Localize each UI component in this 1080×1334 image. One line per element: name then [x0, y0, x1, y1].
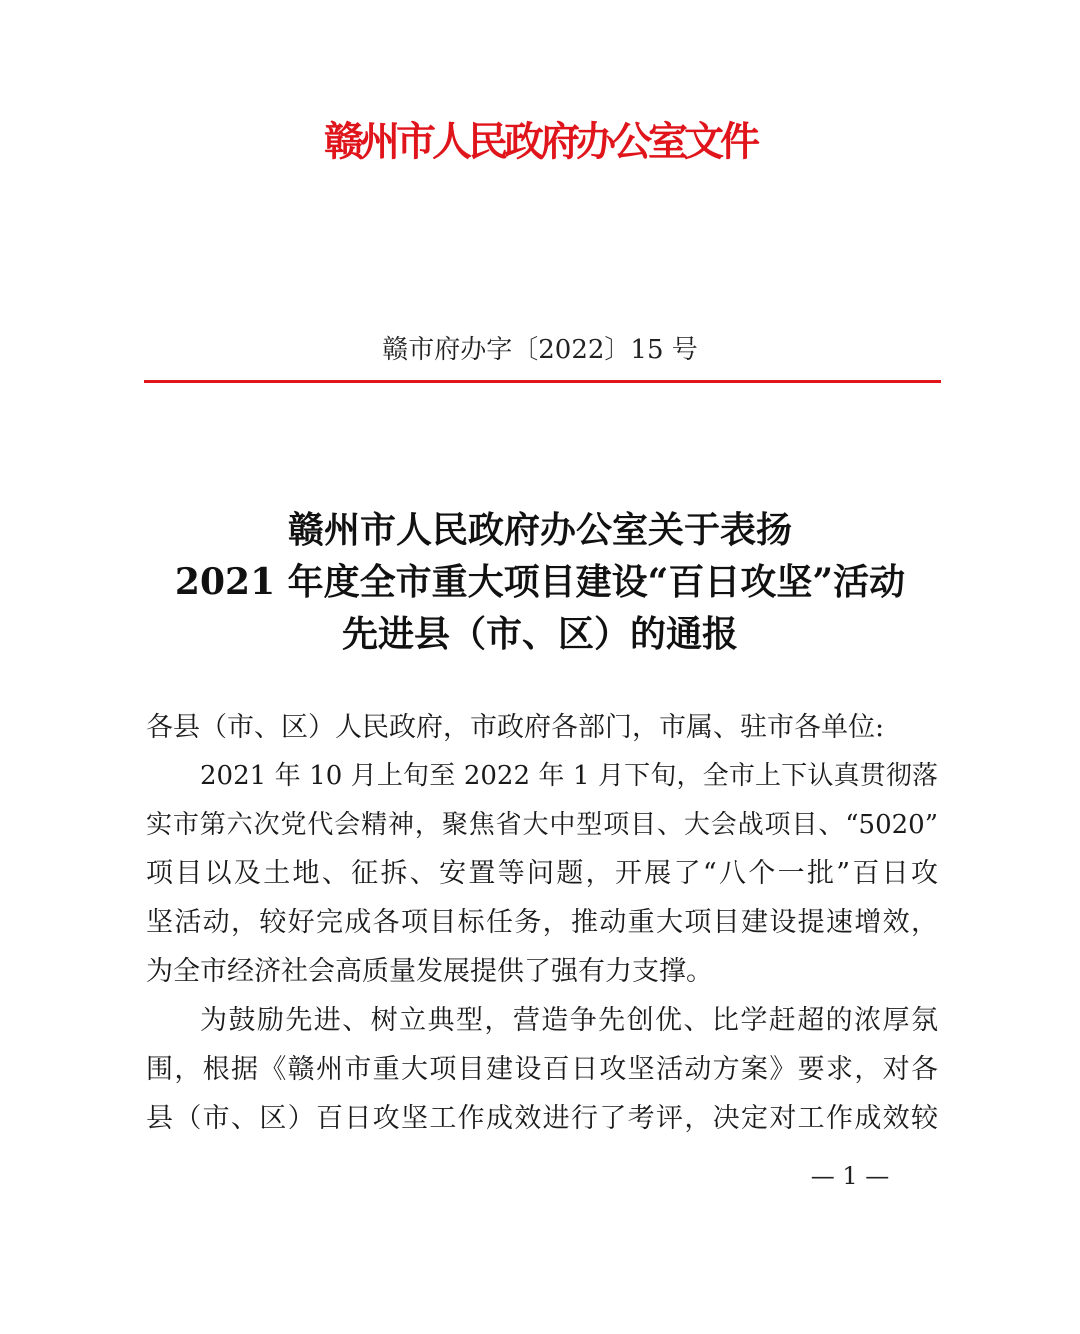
document-number: 赣市府办字〔2022〕15 号	[382, 335, 698, 365]
notice-title	[0, 504, 1080, 660]
notice-title-line: 赣州市人民政府办公室关于表扬	[287, 509, 792, 551]
paragraph1-line: 2021 年 10 月上旬至 2022 年 1 月下旬，全市上下认真贯彻落	[200, 761, 938, 791]
issuing-authority-header: 赣州市人民政府办公室文件	[324, 118, 756, 165]
paragraph1-line: 坚活动，较好完成各项目标任务，推动重大项目建设提速增效，	[146, 907, 938, 938]
paragraph2-line: 为鼓励先进、树立典型，营造争先创优、比学赶超的浓厚氛	[200, 1005, 938, 1036]
paragraph1-line: 项目以及土地、征拆、安置等问题，开展了“八个一批”百日攻	[146, 858, 938, 889]
red-separator-line	[144, 380, 941, 383]
page-number: — 1 —	[810, 1162, 890, 1190]
notice-title-line: 2021 年度全市重大项目建设“百日攻坚”活动	[174, 561, 906, 603]
paragraph2-line: 县（市、区）百日攻坚工作成效进行了考评，决定对工作成效较	[146, 1103, 938, 1134]
paragraph2-line: 围，根据《赣州市重大项目建设百日攻坚活动方案》要求，对各	[146, 1054, 938, 1085]
paragraph1-line: 为全市经济社会高质量发展提供了强有力支撑。	[146, 956, 713, 987]
notice-title-line: 先进县（市、区）的通报	[341, 613, 738, 655]
paragraph1-line: 实市第六次党代会精神，聚焦省大中型项目、大会战项目、“5020”	[146, 810, 938, 840]
recipients-line: 各县（市、区）人民政府，市政府各部门，市属、驻市各单位:	[146, 712, 885, 743]
